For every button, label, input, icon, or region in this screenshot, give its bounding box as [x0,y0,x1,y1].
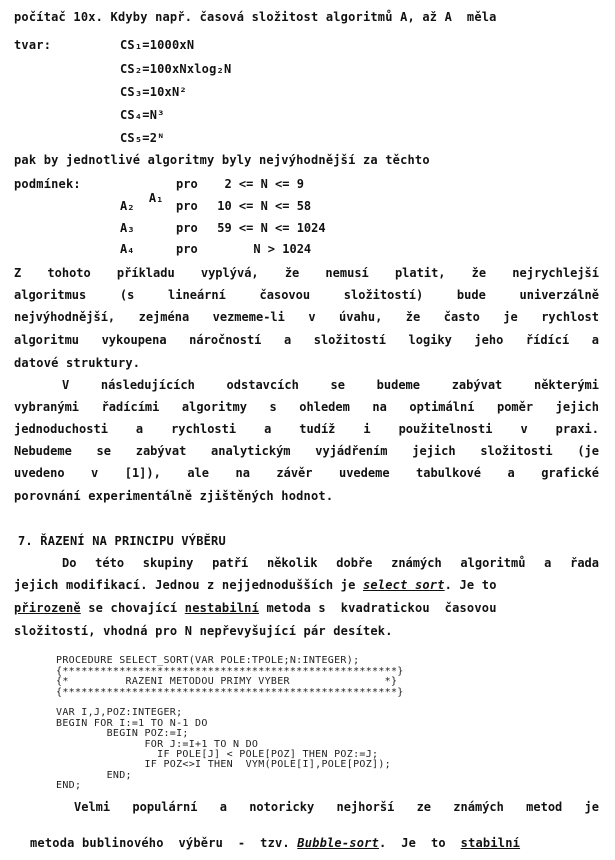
para3-line: složitostí, vhodná pro N nepřevyšující pár desítek. [14,624,393,638]
para4-line: Velmi populární a notoricky nejhorší ze známých metod je [74,800,599,814]
condition-range: 10 <= N <= 58 [210,199,312,213]
section-heading: 7. ŘAZENÍ NA PRINCIPU VÝBĚRU [18,534,226,548]
para2-line: porovnání experimentálně zjištěných hodnot. [14,489,334,503]
formula-5: CS₅=2ᴺ [120,131,165,145]
condition-alg: A₃ [120,221,135,235]
formula-1: CS₁=1000xN [120,38,195,52]
para4-text: metoda bublinového výběru - tzv. [30,836,298,850]
para3-line [14,601,497,615]
para1-line: Z tohoto příkladu vyplývá, že nemusí platit, že nejrychlejší [14,266,599,280]
text-line-intro: počítač 10x. Kdyby např. časová složitost algoritmů A, až A měla [14,10,497,24]
code-line: PROCEDURE SELECT_SORT(VAR POLE:TPOLE;N:INTEGER); [56,655,360,667]
para2-line: uvedeno v [1]), ale na závěr uvedeme tabulkové a grafické [14,466,599,480]
para1-line: datové struktury. [14,356,141,370]
code-line: IF POZ<>I THEN VYM(POLE[I],POLE[POZ]); [56,759,391,771]
condition-pro: pro [176,221,198,235]
code-line: {*****************************************************} [56,686,404,698]
podminek-label: podmínek: [14,177,81,191]
para2-line: vybranými řadícími algoritmy s ohledem na optimální poměr jejich [14,400,599,414]
formula-2: CS₂=100xNxlog₂N [120,62,232,76]
condition-range: 59 <= N <= 1024 [210,221,326,235]
para3-line [14,578,497,592]
term-bubble-sort: Bubble-sort [297,836,379,850]
code-line: BEGIN FOR I:=1 TO N-1 DO [56,717,208,729]
formula-3: CS₃=10xN² [120,85,187,99]
code-line: {*****************************************************} [56,665,404,677]
term-select-sort: select sort [362,578,445,592]
para3-text: metoda s kvadratickou časovou [259,601,497,615]
condition-pro: pro [176,242,198,256]
term-stabilni: stabilní [460,836,521,850]
term-prirozene: přirozeně [14,601,81,615]
code-line: VAR I,J,POZ:INTEGER; [56,707,183,719]
para1-line: algoritmu vykoupena náročností a složitostí logiky jeho řídící a [14,333,599,347]
condition-pro: pro [176,177,198,191]
tvar-label: tvar: [14,38,52,52]
para3-text: jejich modifikací. Jednou z nejjednodušších je [14,578,363,592]
para2-line: V následujících odstavcích se budeme zabývat některými [62,378,599,392]
code-line: BEGIN POZ:=I; [56,728,189,740]
condition-range: 2 <= N <= 9 [210,177,304,191]
code-line: FOR J:=I+1 TO N DO [56,738,259,750]
condition-alg: A₄ [120,242,135,256]
para4-line [30,836,520,850]
condition-alg: A₂ [120,199,135,213]
para1-line: nejvýhodnější, zejména vezmeme-li v úvahu, že často je rychlost [14,310,599,324]
text-line-pak: pak by jednotlivé algoritmy byly nejvýhodnější za těchto [14,153,430,167]
para2-line: Nebudeme se zabývat analytickým vyjádřením jejich složitosti (je [14,444,599,458]
term-nestabilni: nestabilní [184,601,260,615]
code-line: {* RAZENI METODOU PRIMY VYBER *} [56,676,398,688]
para3-text: . Je to [444,578,497,592]
code-line: IF POLE[J] < POLE[POZ] THEN POZ:=J; [56,749,379,761]
condition-alg: A₁ [148,191,164,205]
condition-range: N > 1024 [210,242,312,256]
condition-pro: pro [176,199,198,213]
code-line: END; [56,780,82,792]
formula-4: CS₄=N³ [120,108,165,122]
code-line: END; [56,769,132,781]
para2-line: jednoduchosti a rychlosti a tudíž i použitelnosti v praxi. [14,422,599,436]
para3-line: Do této skupiny patří několik dobře známých algoritmů a řada [62,556,599,570]
para4-text: . Je to [378,836,461,850]
para3-text: se chovající [80,601,185,615]
para1-line: algoritmus (s lineární časovou složitostí) bude univerzálně [14,288,599,302]
code-block [56,646,404,792]
